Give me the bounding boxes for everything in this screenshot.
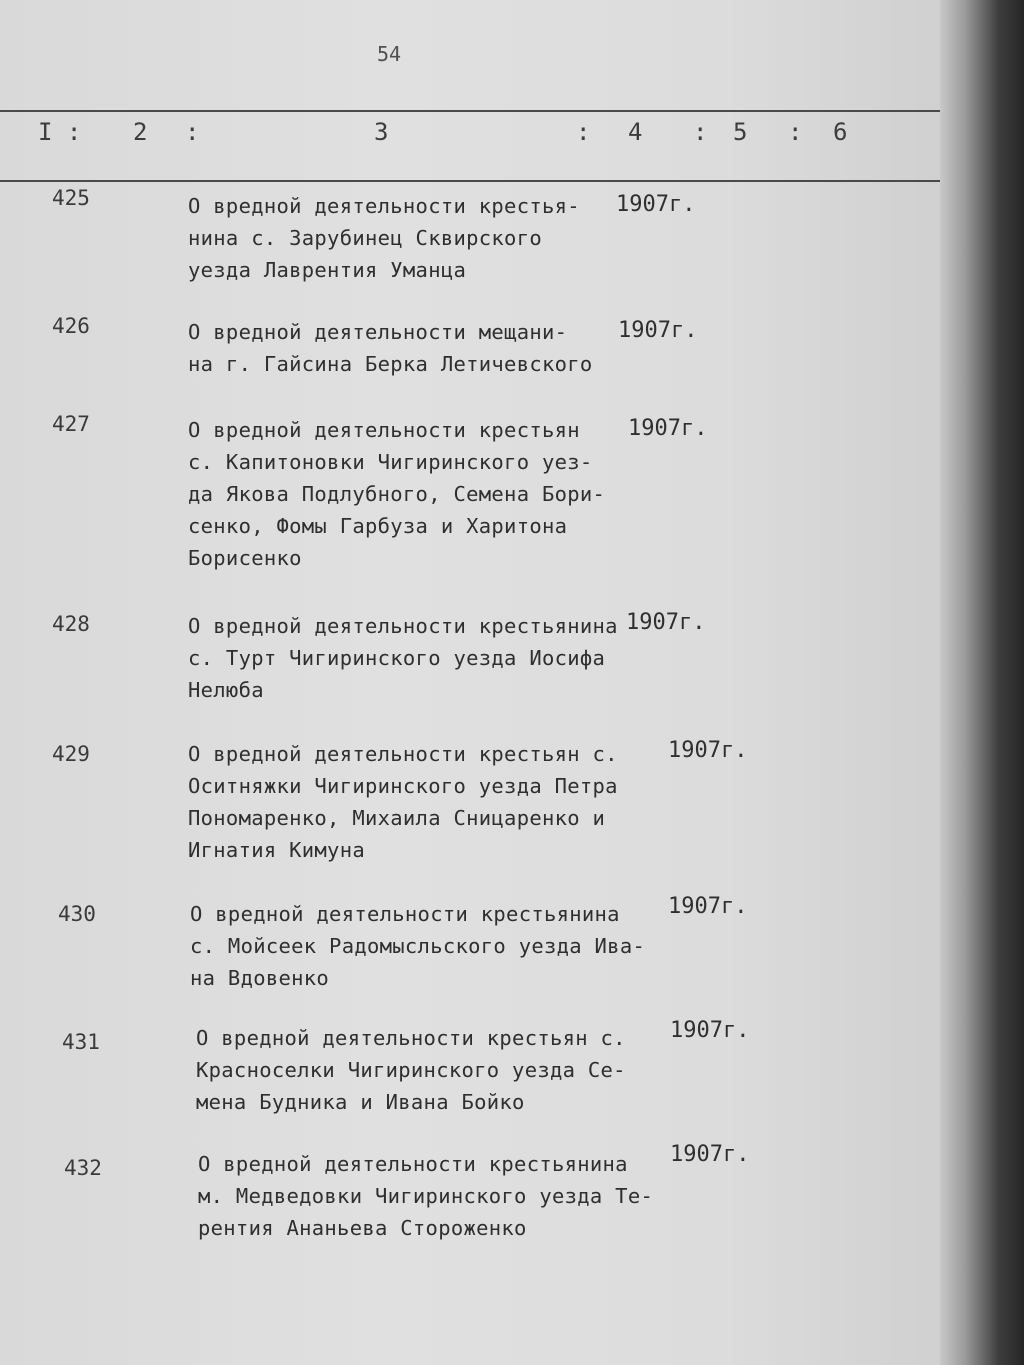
entry-line: Красноселки Чигиринского уезда Се- [196,1058,626,1082]
entry-description [188,190,580,286]
column-separator: : [693,118,708,146]
entry-description [196,1022,626,1118]
header-rule-top [0,110,1000,112]
entry-year: 1907г. [626,610,706,635]
column-separator: : [788,118,803,146]
entry-line: Пономаренко, Михаила Сницаренко и [188,806,606,830]
entry-line: Оситняжки Чигиринского уезда Петра [188,774,618,798]
entry-description [190,898,645,994]
entry-number: 428 [52,612,90,636]
entry-line: О вредной деятельности мещани- [188,320,568,344]
entry-line: О вредной деятельности крестья- [188,194,580,218]
column-header-2: 2 [133,118,148,146]
entry-number: 430 [58,902,96,926]
entry-line: нина с. Зарубинец Сквирского [188,226,542,250]
entry-line: Борисенко [188,546,302,570]
column-separator: : [576,118,591,146]
page-number: 54 [377,42,402,66]
entry-line: на Вдовенко [190,966,330,990]
column-header-3: 3 [374,118,389,146]
column-header-6: 6 [833,118,848,146]
entry-line: О вредной деятельности крестьянина [188,614,618,638]
entry-line: сенко, Фомы Гарбуза и Харитона [188,514,568,538]
entry-description [188,610,618,706]
page-edge-shadow [940,0,1024,1365]
entry-line: да Якова Подлубного, Семена Бори- [188,482,606,506]
entry-line: рентия Ананьева Стороженко [198,1216,527,1240]
entry-number: 427 [52,412,90,436]
entry-number: 432 [64,1156,102,1180]
entry-year: 1907г. [616,192,696,217]
entry-line: О вредной деятельности крестьянина [198,1152,628,1176]
entry-line: на г. Гайсина Берка Летичевского [188,352,593,376]
entry-line: Нелюба [188,678,264,702]
entry-description [188,738,618,866]
entry-year: 1907г. [670,1018,750,1043]
entry-line: Игнатия Кимуна [188,838,365,862]
entry-line: с. Мойсеек Радомысльского уезда Ива- [190,934,646,958]
entry-description [188,316,593,380]
entry-line: О вредной деятельности крестьянина [190,902,620,926]
entry-line: уезда Лаврентия Уманца [188,258,467,282]
entry-line: м. Медведовки Чигиринского уезда Те- [198,1184,654,1208]
entry-number: 426 [52,314,90,338]
entry-number: 431 [62,1030,100,1054]
entry-number: 425 [52,186,90,210]
entry-year: 1907г. [668,894,748,919]
entry-year: 1907г. [668,738,748,763]
column-header-5: 5 [733,118,748,146]
column-header-4: 4 [628,118,643,146]
entry-year: 1907г. [670,1142,750,1167]
column-separator: : [185,118,200,146]
entry-line: с. Турт Чигиринского уезда Иосифа [188,646,606,670]
entry-line: О вредной деятельности крестьян с. [196,1026,626,1050]
header-rule-bottom [0,180,1000,182]
column-header-1: I : [38,118,82,146]
entry-line: мена Будника и Ивана Бойко [196,1090,525,1114]
entry-description [198,1148,653,1244]
entry-line: О вредной деятельности крестьян с. [188,742,618,766]
entry-line: с. Капитоновки Чигиринского уез- [188,450,593,474]
entry-year: 1907г. [618,318,698,343]
entry-year: 1907г. [628,416,708,441]
entry-description [188,414,605,574]
entry-number: 429 [52,742,90,766]
entry-line: О вредной деятельности крестьян [188,418,580,442]
